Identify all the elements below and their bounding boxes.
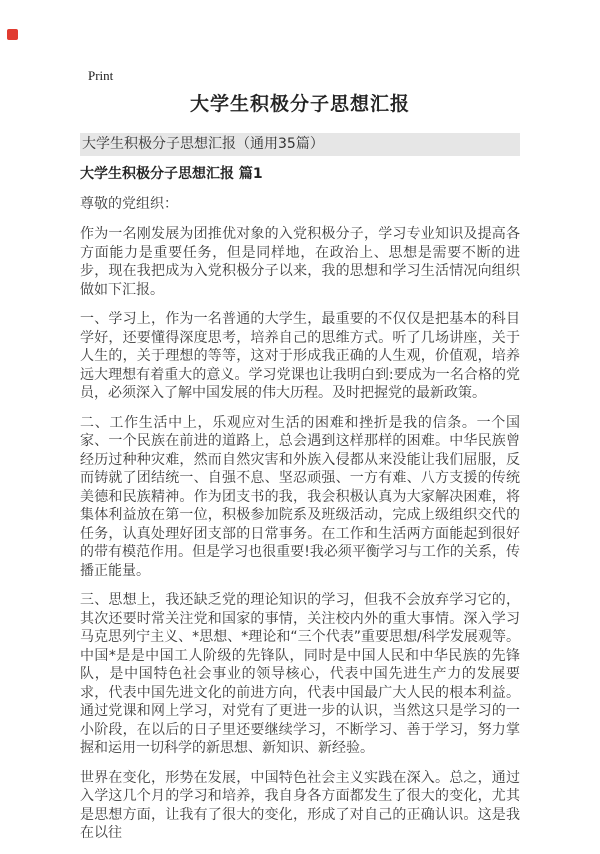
body-paragraph: 作为一名刚发展为团推优对象的入党积极分子，学习专业知识及提高各方面能力是重要任务，但是同样地，在政治上、思想是需要不断的进步，现在我把成为入党积极分子以来，我的思想和学习生活情况向组织做如下汇报。 (80, 226, 520, 298)
document-content (80, 92, 520, 854)
print-link[interactable]: Print (88, 68, 114, 83)
body-paragraph: 三、思想上，我还缺乏党的理论知识的学习，但我不会放弃学习它的，其次还要时常关注党和国家的事情，关注校内外的重大事情。深入学习马克思列宁主义、*思想、*理论和“三个代表”重要思想/科学发展观等。中国*是是中国工人阶级的先锋队，同时是中国人民和中华民族的先锋队，是中国特色社会事业的领导核心，代表中国先进生产力的发展要求，代表中国先进文化的前进方向，代表中国最广大人民的根本利益。通过党课和网上学习，对党有了更进一步的认识，当然这只是学习的一小阶段，在以后的日子里还要继续学习，不断学习、善于学习，努力掌握和运用一切科学的新思想、新知识、新经验。 (80, 592, 520, 756)
page-title: 大学生积极分子思想汇报 (189, 93, 410, 115)
section-heading: 大学生积极分子思想汇报 篇1 (80, 166, 263, 182)
body-paragraph: 世界在变化，形势在发展，中国特色社会主义实践在深入。总之，通过入学这几个月的学习和培养，我自身各方面都发生了很大的变化，尤其是思想方面，让我有了很大的变化，形成了对自己的正确认识。这是我在以往 (80, 769, 520, 841)
body-paragraph: 二、工作生活中上，乐观应对生活的困难和挫折是我的信条。一个国家、一个民族在前进的道路上，总会遇到这样那样的困难。中华民族曾经历过种种灾难，然而自然灾害和外族入侵都从来没能让我们屈服，反而铸就了团结统一、自强不息、坚忍顽强、一方有难、八方支援的传统美德和民族精神。作为团支书的我，我会积极认真为大家解决困难，将集体利益放在第一位，积极参加院系及班级活动，完成上级组织交代的任务，认真处理好团支部的日常事务。在工作和生活两方面能起到很好的带有模范作用。但是学习也很重要!我必须平衡学习与工作的关系，传播正能量。 (80, 414, 520, 579)
document-subtitle: 大学生积极分子思想汇报（通用35篇） (80, 133, 520, 156)
red-marker-icon (7, 29, 18, 40)
body-paragraph: 一、学习上，作为一名普通的大学生，最重要的不仅仅是把基本的科目学好，还要懂得深度思考，培养自己的思维方式。听了几场讲座，关于人生的，关于理想的等等，这对于形成我正确的人生观，价值观，培养远大理想有着重大的意义。学习党课也让我明白到:要成为一名合格的党员，必须深入了解中国发展的伟大历程。及时把握党的最新政策。 (80, 311, 520, 401)
salutation-line: 尊敬的党组织： (80, 196, 178, 212)
